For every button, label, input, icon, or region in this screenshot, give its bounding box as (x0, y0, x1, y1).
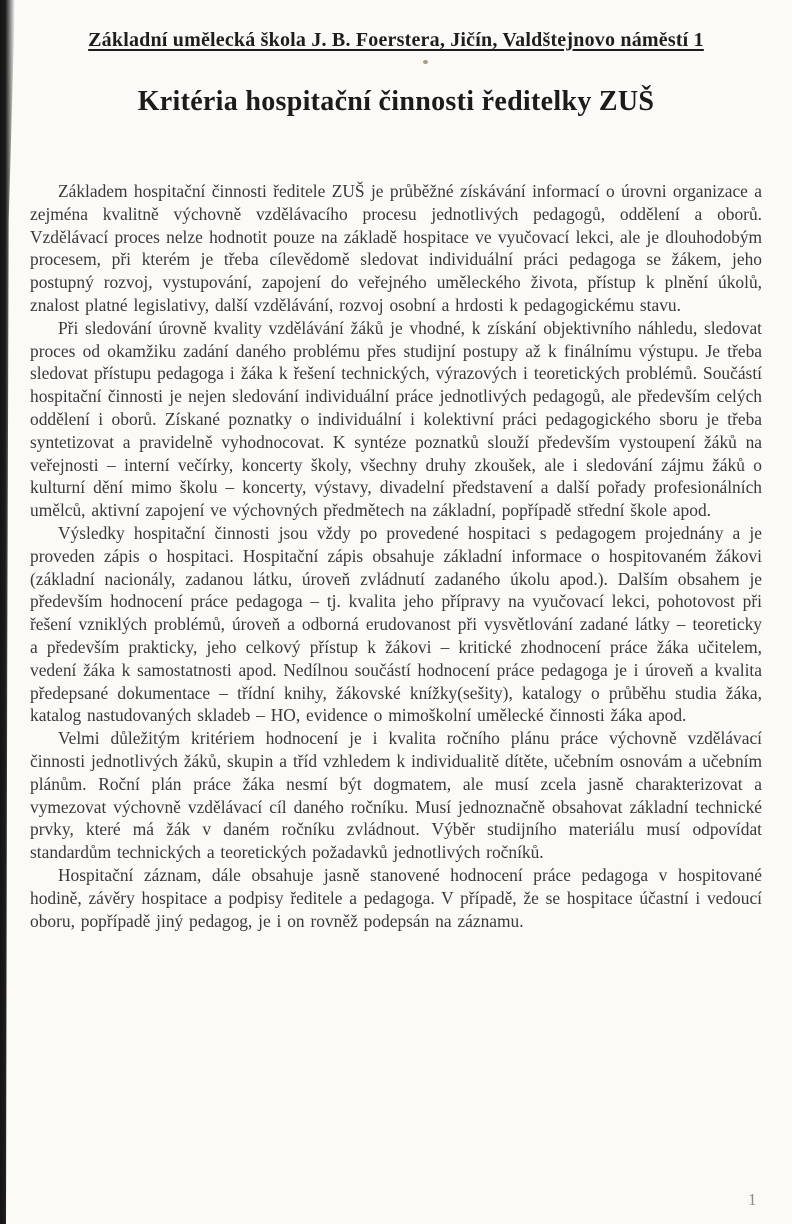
paragraph-5: Hospitační záznam, dále obsahuje jasně stanovené hodnocení práce pedagoga v hospitované hodině, závěry hospitace a podpisy ředitele a pedagoga. V případě, že se hospitace účastní i vedoucí oboru, popřípadě jiný pedagog, je i on rovněž podepsán na záznamu. (30, 864, 762, 931)
school-header: Základní umělecká škola J. B. Foerstera, Jičín, Valdštejnovo náměstí 1 (88, 29, 704, 51)
document-body (30, 180, 762, 932)
paragraph-4: Velmi důležitým kritériem hodnocení je i kvalita ročního plánu práce výchovně vzdělávací činnosti jednotlivých žáků, skupin a tříd vzhledem k individualitě dítěte, učebním osnovám a učebním plánům. Roční plán práce žáka nesmí být dogmatem, ale musí zcela jasně charakterizovat a vymezovat výchovně vzdělávací cíl daného ročníku. Musí jednoznačně obsahovat základní technické prvky, které má žák v daném ročníku zvládnout. Výběr studijního materiálu musí odpovídat standardům technických a teoretických požadavků jednotlivých ročníků. (30, 728, 762, 863)
scan-edge-artifact (0, 0, 15, 1224)
speck-artifact (423, 60, 428, 64)
document-title: Kritéria hospitační činnosti ředitelky ZUŠ (137, 86, 655, 117)
paragraph-1: Základem hospitační činnosti ředitele ZUŠ je průběžné získávání informací o úrovni organizace a zejména kvalitně výchovně vzdělávacího procesu jednotlivých pedagogů, oddělení a oborů. Vzdělávací proces nelze hodnotit pouze na základě hospitace ve vyučovací lekci, ale je dlouhodobým procesem, při kterém je třeba cílevědomě sledovat individuální práci pedagoga se žákem, jeho postupný rozvoj, vystupování, zapojení do veřejného uměleckého života, přístup k plnění úkolů, znalost platné legislativy, další vzdělávání, rozvoj osobní a hrdosti k pedagogickému stavu. (30, 181, 762, 315)
paragraph-2: Při sledování úrovně kvality vzdělávání žáků je vhodné, k získání objektivního náhledu, sledovat proces od okamžiku zadání daného problému přes studijní postupy až k finálnímu výstupu. Je třeba sledovat přístupu pedagoga i žáka k řešení technických, výrazových i teoretických problémů. Součástí hospitační činnosti je nejen sledování individuální práce jednotlivých pedagogů, ale především celých oddělení i oborů. Získané poznatky o individuální i kolektivní práci pedagogického sboru je třeba syntetizovat a pravidelně vyhodnocovat. K syntéze poznatků slouží především vystoupení žáků na veřejnosti – interní večírky, koncerty školy, všechny druhy zkoušek, ale i sledování zájmu žáků o kulturní dění mimo školu – koncerty, výstavy, divadelní představení a další pořady profesionálních umělců, aktivní zapojení ve výchovných předmětech na základní, popřípadě střední škole apod. (30, 317, 762, 521)
page-number: 1 (748, 1190, 757, 1209)
paragraph-3: Výsledky hospitační činnosti jsou vždy po provedené hospitaci s pedagogem projednány a je proveden zápis o hospitaci. Hospitační zápis obsahuje základní informace o hospitovaném žákovi (základní nacionály, zadanou látku, úroveň zvládnutí zadaného úkolu apod.). Dalším obsahem je především hodnocení práce pedagoga – tj. kvalita jeho přípravy na vyučovací lekci, pohotovost při řešení vzniklých problémů, úroveň a odborná erudovanost při vysvětlování zadané látky – teoreticky a především prakticky, jeho celkový přístup k žákovi – kritické zhodnocení práce žáka učitelem, vedení žáka k samostatnosti apod. Nedílnou součástí hodnocení práce pedagoga je i úroveň a kvalita předepsané dokumentace – třídní knihy, žákovské knížky(sešity), katalogy o průběhu studia žáka, katalog nastudovaných skladeb – HO, evidence o mimoškolní umělecké činnosti žáka apod. (30, 522, 762, 726)
